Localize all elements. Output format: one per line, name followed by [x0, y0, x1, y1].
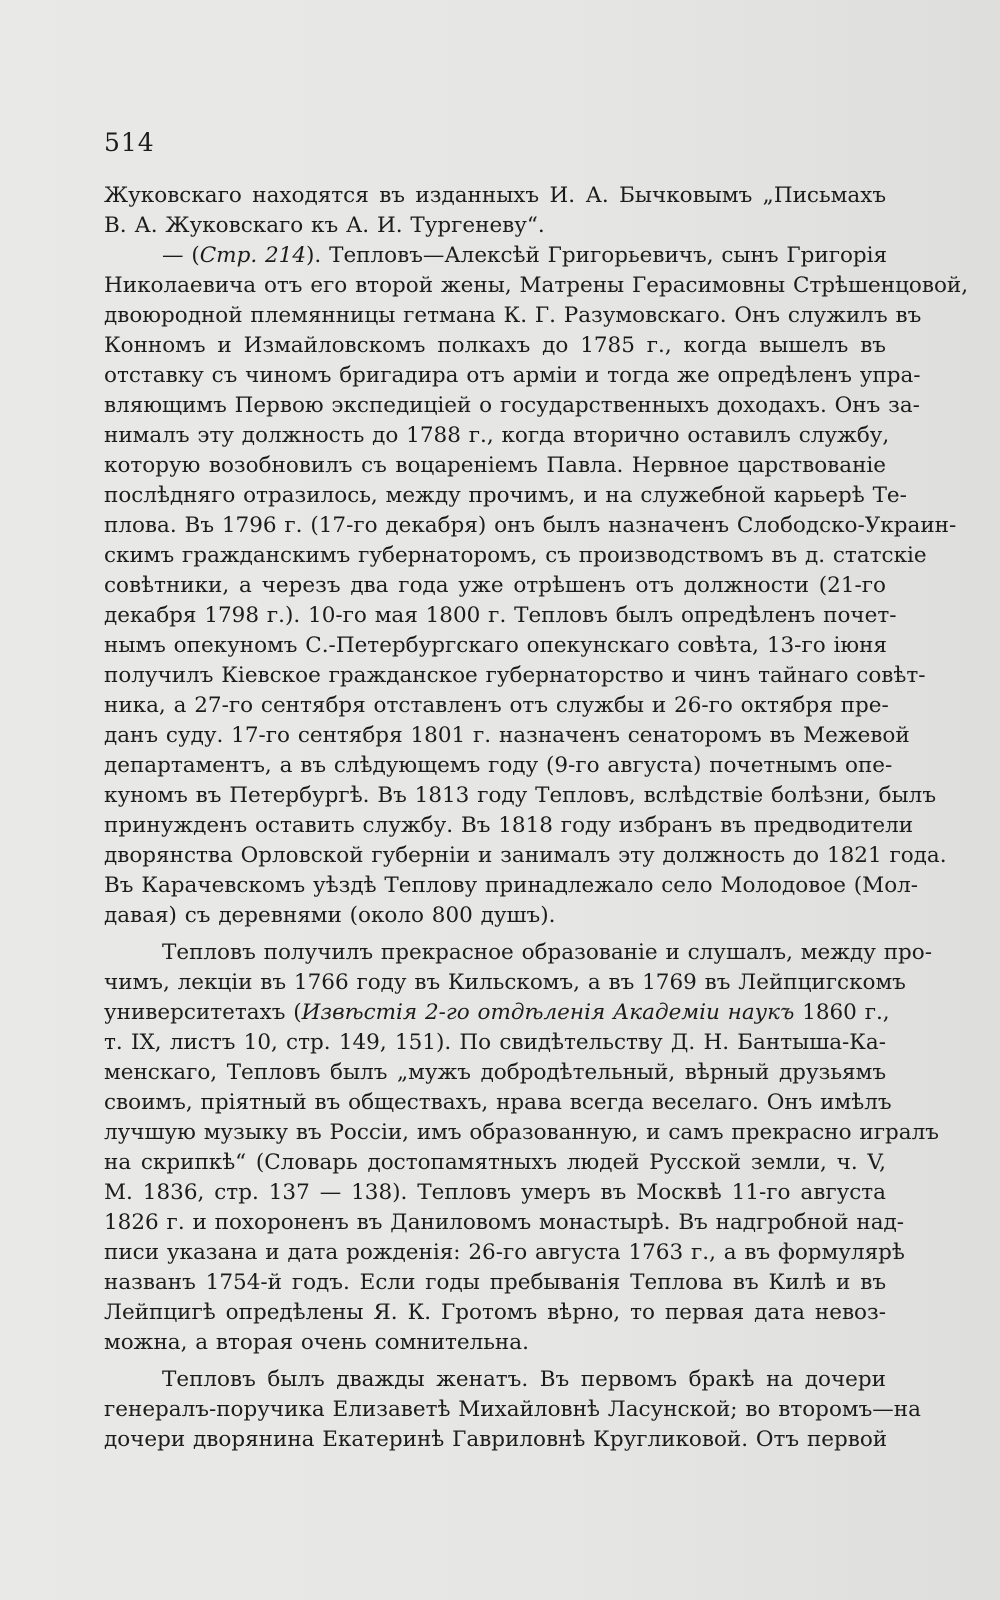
- text-line: 1826 г. и похороненъ въ Даниловомъ монастырѣ. Въ надгробной над-: [104, 1210, 905, 1235]
- paragraph: [104, 938, 939, 1358]
- text-line: Въ Карачевскомъ уѣздѣ Теплову принадлежало село Молодовое (Мол-: [104, 873, 919, 898]
- text-line: ника, а 27-го сентября отставленъ отъ службы и 26-го октября пре-: [104, 693, 889, 718]
- text-line: Николаевича отъ его второй жены, Матрены Герасимовны Стрѣшенцовой,: [104, 273, 969, 298]
- italic-reference: Стр. 214: [199, 243, 307, 268]
- body-text: [104, 181, 969, 1455]
- text-line: данъ суду. 17-го сентября 1801 г. назначенъ сенаторомъ въ Межевой: [104, 723, 910, 748]
- text-line: давая) съ деревнями (около 800 душъ).: [104, 903, 556, 928]
- text-line: скимъ гражданскимъ губернаторомъ, съ производствомъ въ д. статскіе: [104, 543, 927, 568]
- text-line: декабря 1798 г.). 10-го мая 1800 г. Тепловъ былъ опредѣленъ почет-: [104, 603, 897, 628]
- text-line: дочери дворянина Екатеринѣ Гавриловнѣ Кругликовой. Отъ первой: [104, 1427, 888, 1452]
- text-line: генералъ-поручика Елизаветѣ Михайловнѣ Ласунской; во второмъ—на: [104, 1397, 921, 1422]
- paragraph: [104, 181, 886, 241]
- text-line: получилъ Кіевское гражданское губернаторство и чинъ тайнаго совѣт-: [104, 663, 926, 688]
- text-line: нималъ эту должность до 1788 г., когда вторично оставилъ службу,: [104, 423, 890, 448]
- text-line: можна, а вторая очень сомнительна.: [104, 1330, 529, 1355]
- text-line: чимъ, лекціи въ 1766 году въ Кильскомъ, а въ 1769 въ Лейпцигскомъ: [104, 970, 906, 995]
- text-line: дворянства Орловской губерніи и занималъ эту должность до 1821 года.: [104, 843, 947, 868]
- text-line: названъ 1754-й годъ. Если годы пребыванія Теплова въ Килѣ и въ: [104, 1270, 886, 1295]
- italic-reference: Извѣстія 2-го отдѣленія Академіи наукъ: [301, 1000, 795, 1025]
- text-line: на скрипкѣ“ (Словарь достопамятныхъ людей Русской земли, ч. V,: [104, 1150, 886, 1175]
- text-line: вляющимъ Первою экспедиціей о государственныхъ доходахъ. Онъ за-: [104, 393, 920, 418]
- text-line: двоюродной племянницы гетмана К. Г. Разумовскаго. Онъ служилъ въ: [104, 303, 922, 328]
- text-line: университетахъ (Извѣстія 2-го отдѣленія Академіи наукъ 1860 г.,: [104, 1000, 890, 1025]
- text-line: менскаго, Тепловъ былъ „мужъ добродѣтельный, вѣрный друзьямъ: [104, 1060, 886, 1085]
- page-number: 514: [104, 128, 155, 157]
- text-line: Лейпцигѣ опредѣлены Я. К. Гротомъ вѣрно, то первая дата невоз-: [104, 1300, 886, 1325]
- text-line: которую возобновилъ съ воцареніемъ Павла. Нервное царствованіе: [104, 453, 886, 478]
- text-line: куномъ въ Петербургѣ. Въ 1813 году Тепловъ, вслѣдствіе болѣзни, былъ: [104, 783, 937, 808]
- text-line: отставку съ чиномъ бригадира отъ арміи и тогда же опредѣленъ упра-: [104, 363, 921, 388]
- text-line: — (Стр. 214). Тепловъ—Алексѣй Григорьевичъ, сынъ Григорія: [162, 243, 888, 268]
- text-line: департаментъ, а въ слѣдующемъ году (9-го августа) почетнымъ опе-: [104, 753, 893, 778]
- text-line: послѣдняго отразилось, между прочимъ, и на служебной карьерѣ Те-: [104, 483, 907, 508]
- text-line: Тепловъ былъ дважды женатъ. Въ первомъ бракѣ на дочери: [162, 1367, 886, 1392]
- text-line: Тепловъ получилъ прекрасное образованіе и слушалъ, между про-: [162, 940, 933, 965]
- text-line: принужденъ оставить службу. Въ 1818 году избранъ въ предводители: [104, 813, 914, 838]
- text-line: Жуковскаго находятся въ изданныхъ И. А. Бычковымъ „Письмахъ: [104, 183, 886, 208]
- text-line: нымъ опекуномъ С.-Петербургскаго опекунскаго совѣта, 13-го іюня: [104, 633, 887, 658]
- text-line: совѣтники, а черезъ два года уже отрѣшенъ отъ должности (21-го: [104, 573, 886, 598]
- text-line: Конномъ и Измайловскомъ полкахъ до 1785 г., когда вышелъ въ: [104, 333, 886, 358]
- text-line: своимъ, пріятный въ обществахъ, нрава всегда веселаго. Онъ имѣлъ: [104, 1090, 892, 1115]
- text-line: т. IX, листъ 10, стр. 149, 151). По свидѣтельству Д. Н. Бантыша-Ка-: [104, 1030, 886, 1055]
- text-line: писи указана и дата рожденія: 26-го августа 1763 г., а въ формулярѣ: [104, 1240, 905, 1265]
- paragraph: [104, 241, 969, 931]
- text-line: М. 1836, стр. 137 — 138). Тепловъ умеръ въ Москвѣ 11-го августа: [104, 1180, 886, 1205]
- text-line: В. А. Жуковскаго къ А. И. Тургеневу“.: [104, 213, 545, 238]
- text-line: плова. Въ 1796 г. (17-го декабря) онъ былъ назначенъ Слободско-Украин-: [104, 513, 957, 538]
- text-line: лучшую музыку въ Россіи, имъ образованную, и самъ прекрасно игралъ: [104, 1120, 939, 1145]
- paragraph: [104, 1365, 921, 1455]
